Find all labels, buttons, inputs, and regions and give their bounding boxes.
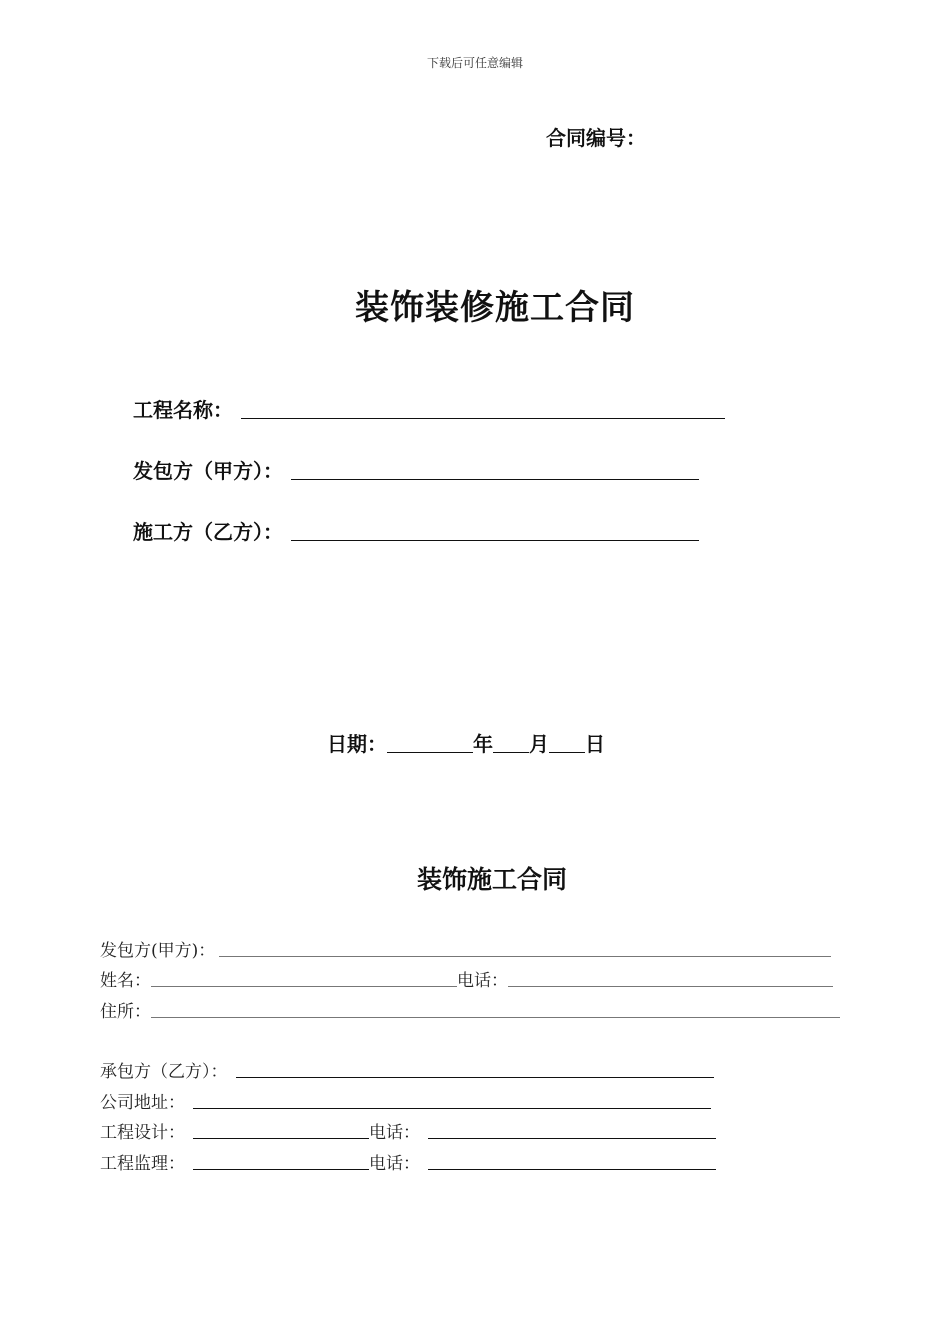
- company-address-row: [100, 1088, 711, 1113]
- cover-party-a-line[interactable]: [291, 478, 699, 480]
- party-a-label: 发包方(甲方)：: [100, 941, 216, 961]
- phone-line[interactable]: [508, 985, 833, 987]
- address-label: 住所：: [100, 1002, 151, 1022]
- day-line[interactable]: [549, 751, 585, 753]
- address-line[interactable]: [151, 1016, 840, 1018]
- party-b-label: 承包方（乙方）：: [100, 1062, 228, 1082]
- party-a-line[interactable]: [219, 955, 831, 957]
- year-label: 年: [473, 732, 493, 756]
- project-name-line[interactable]: [241, 417, 725, 419]
- design-label: 工程设计：: [100, 1123, 185, 1143]
- design-row: [100, 1118, 716, 1143]
- month-line[interactable]: [493, 751, 529, 753]
- supervision-label: 工程监理：: [100, 1154, 185, 1174]
- project-name-field: [133, 394, 725, 423]
- party-a-row: [100, 936, 831, 961]
- header-note: 下载后可任意编辑: [426, 56, 523, 70]
- design-phone-label: 电话：: [369, 1123, 420, 1143]
- phone-label: 电话：: [457, 971, 508, 991]
- cover-title: 装饰装修施工合同: [355, 288, 635, 328]
- cover-party-b-field: [133, 516, 699, 545]
- party-b-row: [100, 1057, 714, 1082]
- company-address-label: 公司地址：: [100, 1093, 185, 1113]
- name-line[interactable]: [151, 985, 457, 987]
- contract-number-label: 合同编号：: [546, 126, 646, 150]
- date-label: 日期：: [327, 732, 387, 756]
- supervision-phone-line[interactable]: [428, 1168, 716, 1170]
- cover-party-b-line[interactable]: [291, 539, 699, 541]
- cover-party-a-field: [133, 455, 699, 484]
- date-row: [327, 728, 605, 757]
- company-address-line[interactable]: [193, 1107, 711, 1109]
- design-line[interactable]: [193, 1137, 369, 1139]
- address-row: [100, 997, 840, 1022]
- cover-party-a-label: 发包方（甲方）：: [133, 459, 283, 483]
- name-label: 姓名：: [100, 971, 151, 991]
- contract-title: 装饰施工合同: [416, 865, 567, 894]
- supervision-phone-label: 电话：: [369, 1154, 420, 1174]
- cover-party-b-label: 施工方（乙方）：: [133, 520, 283, 544]
- name-phone-row: [100, 966, 833, 991]
- design-phone-line[interactable]: [428, 1137, 716, 1139]
- project-name-label: 工程名称：: [133, 398, 233, 422]
- year-line[interactable]: [387, 751, 473, 753]
- supervision-line[interactable]: [193, 1168, 369, 1170]
- supervision-row: [100, 1149, 716, 1174]
- day-label: 日: [585, 732, 605, 756]
- party-b-line[interactable]: [236, 1076, 714, 1078]
- month-label: 月: [529, 732, 549, 756]
